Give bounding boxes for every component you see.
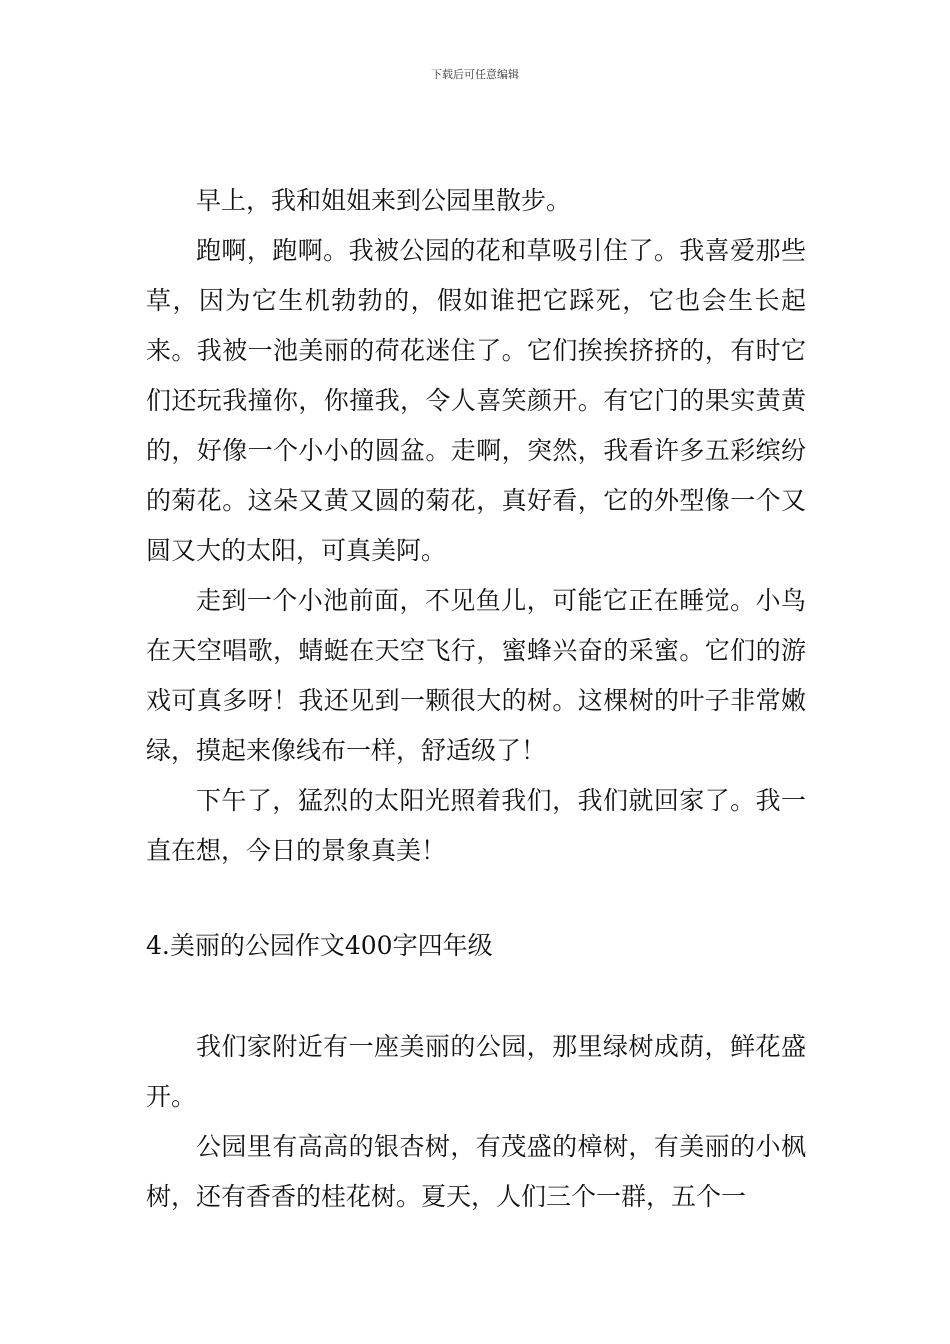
section-heading: 4.美丽的公园作文400字四年级 xyxy=(146,931,493,960)
article-body-2 xyxy=(146,1022,806,1222)
paragraph: 跑啊，跑啊。我被公园的花和草吸引住了。我喜爱那些草，因为它生机勃勃的，假如谁把它踩死，它也会生长起来。我被一池美丽的荷花迷住了。它们挨挨挤挤的，有时它们还玩我撞你，你撞我，令人喜笑颜开。有它门的果实黄黄的，好像一个小小的圆盆。走啊，突然，我看许多五彩缤纷的菊花。这朵又黄又圆的菊花，真好看，它的外型像一个又圆又大的太阳，可真美阿。 xyxy=(146,236,806,565)
paragraph: 下午了，猛烈的太阳光照着我们，我们就回家了。我一直在想，今日的景象真美！ xyxy=(146,786,806,865)
paragraph: 走到一个小池前面，不见鱼儿，可能它正在睡觉。小鸟在天空唱歌，蜻蜓在天空飞行，蜜蜂兴奋的采蜜。它们的游戏可真多呀！我还见到一颗很大的树。这棵树的叶子非常嫩绿，摸起来像线布一样，舒适级了！ xyxy=(146,586,806,765)
paragraph: 我们家附近有一座美丽的公园，那里绿树成荫，鲜花盛开。 xyxy=(146,1032,806,1111)
article-body-1 xyxy=(146,176,806,876)
paragraph: 公园里有高高的银杏树，有茂盛的樟树，有美丽的小枫树，还有香香的桂花树。夏天，人们三个一群，五个一 xyxy=(146,1132,806,1211)
page-header: 下载后可任意编辑 xyxy=(431,68,519,81)
paragraph: 早上，我和姐姐来到公园里散步。 xyxy=(196,186,572,215)
